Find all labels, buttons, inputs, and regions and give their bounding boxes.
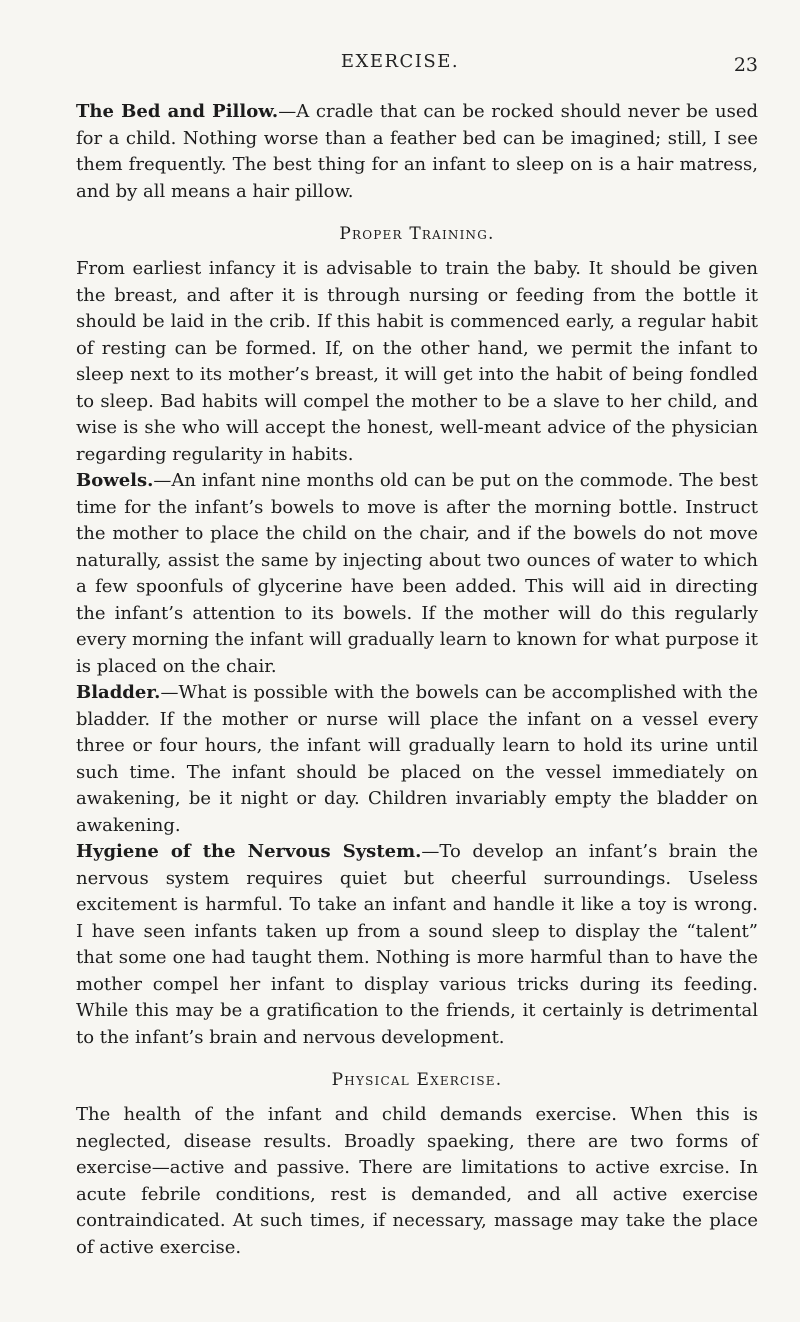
- paragraph-text-bladder: —What is possible with the bowels can be accomplished with the bladder. If the mother or nurse will place the infant on a vessel every three or four hours, the infant will gradually learn to hold its urine until such time. The infant should be placed on the vessel immediately on awakening, be it night or day. Children invariably empty the bladder on awakening.: [76, 682, 758, 836]
- paragraph-bed-and-pillow: [76, 99, 758, 205]
- paragraph-bladder: [76, 680, 758, 839]
- section-heading-physical-exercise: Physical Exercise.: [331, 1070, 503, 1090]
- run-in-heading-bed: The Bed and Pillow.: [76, 101, 279, 122]
- run-in-heading-nervous: Hygiene of the Nervous System.: [76, 841, 422, 862]
- run-in-heading-bladder: Bladder.: [76, 682, 161, 703]
- paragraph-text-nervous: —To develop an infant’s brain the nervous system requires quiet but cheerful surroundings. Useless excitement is harmful. To take an infant and handle it like a toy is wrong. I have seen infants taken up from a sound sleep to display the “talent” that some one had taught them. Nothing is more harmful than to have the mother compel her infant to display various tricks during its feeding. While this may be a gratification to the friends, it certainly is detrimental to the infant’s brain and nervous development.: [76, 841, 758, 1048]
- section-heading-proper-training: Proper Training.: [339, 224, 495, 244]
- running-head: EXERCISE.: [340, 51, 460, 72]
- page-body: [76, 99, 758, 1261]
- paragraph-training: [76, 256, 758, 468]
- run-in-heading-bowels: Bowels.: [76, 470, 154, 491]
- paragraph-text-bowels: —An infant nine months old can be put on the commode. The best time for the infant’s bowels to move is after the morning bottle. Instruct the mother to place the child on the chair, and if the bowels do not move naturally, assist the same by injecting about two ounces of water to which a few spoonfuls of glycerine have been added. This will aid in directing the infant’s attention to its bowels. If the mother will do this regularly every morning the infant will gradually learn to known for what purpose it is placed on the chair.: [76, 470, 758, 677]
- paragraph-nervous-system: [76, 839, 758, 1051]
- paragraph-text-exercise: The health of the infant and child demands exercise. When this is neglected, disease results. Broadly spaeking, there are two forms of exercise—active and passive. There are limitations to active exrcise. In acute febrile conditions, rest is demanded, and all active exercise contraindicated. At such times, if necessary, massage may take the place of active exercise.: [76, 1104, 758, 1258]
- paragraph-bowels: [76, 468, 758, 680]
- page-number: 23: [733, 54, 758, 76]
- paragraph-text-training: From earliest infancy it is advisable to train the baby. It should be given the breast, and after it is through nursing or feeding from the bottle it should be laid in the crib. If this habit is commenced early, a regular habit of resting can be formed. If, on the other hand, we permit the infant to sleep next to its mother’s breast, it will get into the habit of being fondled to sleep. Bad habits will compel the mother to be a slave to her child, and wise is she who will accept the honest, well-meant advice of the physician regarding regularity in habits.: [76, 258, 758, 465]
- paragraph-text-bed: —A cradle that can be rocked should never be used for a child. Nothing worse than a feather bed can be imagined; still, I see them frequently. The best thing for an infant to sleep on is a hair matress, and by all means a hair pillow.: [76, 101, 759, 202]
- paragraph-exercise: [76, 1102, 758, 1261]
